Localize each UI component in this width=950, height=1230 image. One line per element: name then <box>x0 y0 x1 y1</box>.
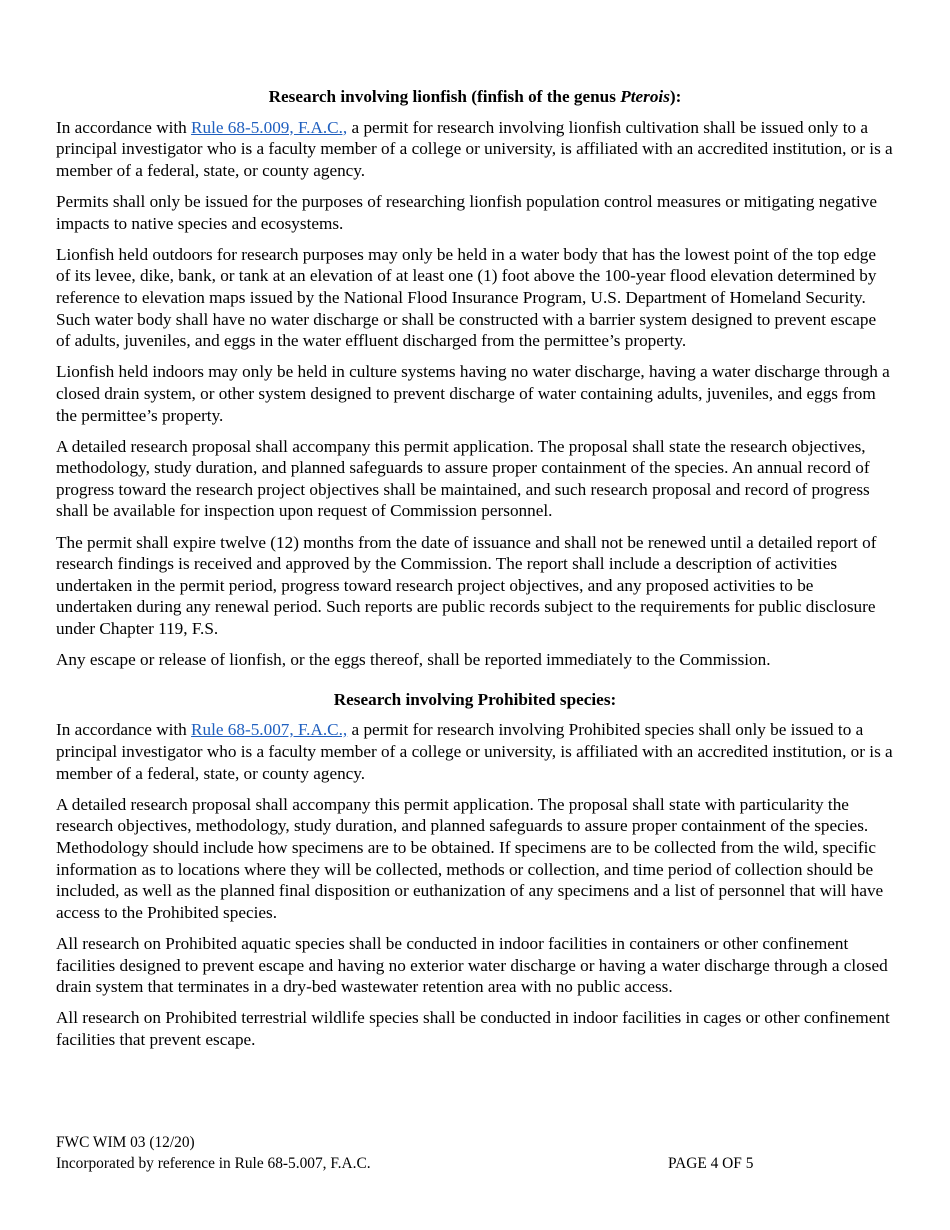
lionfish-paragraph-4: Lionfish held indoors may only be held in culture systems having no water discharge, having a water discharge through a closed drain system, or other system designed to prevent discharge of water containing adults, juveniles, and eggs from the permittee’s property. <box>56 362 890 425</box>
form-id: FWC WIM 03 (12/20) <box>56 1134 195 1151</box>
lionfish-p1-prefix: In accordance with <box>56 117 192 137</box>
prohibited-paragraph-4: All research on Prohibited terrestrial wildlife species shall be conducted in indoor facilities in cages or other confinement facilities that prevent escape. <box>56 1008 890 1049</box>
prohibited-paragraph-2: A detailed research proposal shall accompany this permit application. The proposal shall state with particularity the research objectives, methodology, study duration, and planned safeguards to assure proper containment of the species. Methodology should include how specimens are to be obtained. If specimens are to be collected from the wild, specific information as to locations where they will be collected, methods or collection, and time period of collection should be included, as well as the planned final disposition or euthanization of any specimens and a list of personnel that will have access to the Prohibited species. <box>56 794 884 922</box>
lionfish-paragraph-7: Any escape or release of lionfish, or the eggs thereof, shall be reported immediately to the Commission. <box>56 650 771 670</box>
prohibited-paragraph-3: All research on Prohibited aquatic species shall be conducted in indoor facilities in containers or other confinement facilities designed to prevent escape and having no exterior water discharge or having a water discharge through a closed drain system that terminates in a dry-bed wastewater retention area with no public access. <box>56 933 888 997</box>
footer-left <box>56 1133 656 1174</box>
lionfish-paragraph-5: A detailed research proposal shall accompany this permit application. The proposal shall state the research objectives, methodology, study duration, and planned safeguards to assure proper containment of the species. An annual record of progress toward the research project objectives shall be maintained, and such research proposal and record of progress shall be available for inspection upon request of Commission personnel. <box>56 436 870 521</box>
lionfish-heading-genus: Pterois <box>620 87 670 106</box>
lionfish-paragraph-6: The permit shall expire twelve (12) months from the date of issuance and shall not be renewed until a detailed report of research findings is received and approved by the Commission. The report shall include a description of activities undertaken in the permit period, progress toward research project objectives, and any proposed activities to be undertaken during any renewal period. Such reports are public records subject to the requirements for public disclosure under Chapter 119, F.S. <box>56 532 877 639</box>
lionfish-p1-suffix: a permit for research involving lionfish cultivation shall be issued only to a principal investigator who is a faculty member of a college or university, is affiliated with an accredited institution, or is a member of a federal, state, or county agency. <box>56 117 893 180</box>
lionfish-paragraph-3: Lionfish held outdoors for research purposes may only be held in a water body that has the lowest point of the top edge of its levee, dike, bank, or tank at an elevation of at least one (1) foot above the 100-year flood elevation determined by reference to elevation maps issued by the National Flood Insurance Program, U.S. Department of Homeland Security. Such water body shall have no water discharge or shall be constructed with a barrier system designed to prevent escape of adults, juveniles, and eggs in the water effluent discharged from the permittee’s property. <box>56 244 877 351</box>
prohibited-paragraph-1 <box>56 719 894 784</box>
lionfish-paragraph-2: Permits shall only be issued for the purposes of researching lionfish population control measures or mitigating negative impacts to native species and ecosystems. <box>56 191 878 233</box>
incorporated-by-reference: Incorporated by reference in Rule 68-5.007, F.A.C. <box>56 1154 371 1172</box>
lionfish-heading <box>56 86 894 108</box>
page-content <box>56 86 894 1060</box>
page-number: PAGE 4 OF 5 <box>668 1154 754 1172</box>
lionfish-heading-prefix: Research involving lionfish (finfish of the genus <box>268 87 621 106</box>
rule-68-5-009-link[interactable]: Rule 68-5.009, F.A.C., <box>191 117 348 137</box>
rule-68-5-007-link[interactable]: Rule 68-5.007, F.A.C., <box>191 720 348 740</box>
lionfish-paragraph-1 <box>56 117 894 182</box>
lionfish-heading-suffix: ): <box>669 87 682 106</box>
prohibited-heading: Research involving Prohibited species: <box>333 689 617 709</box>
prohibited-p1-prefix: In accordance with <box>56 720 192 740</box>
prohibited-p1-suffix: a permit for research involving Prohibited species shall only be issued to a principal investigator who is a faculty member of a college or university, is affiliated with an accredited institution, or is a member of a federal, state, or county agency. <box>56 720 893 783</box>
